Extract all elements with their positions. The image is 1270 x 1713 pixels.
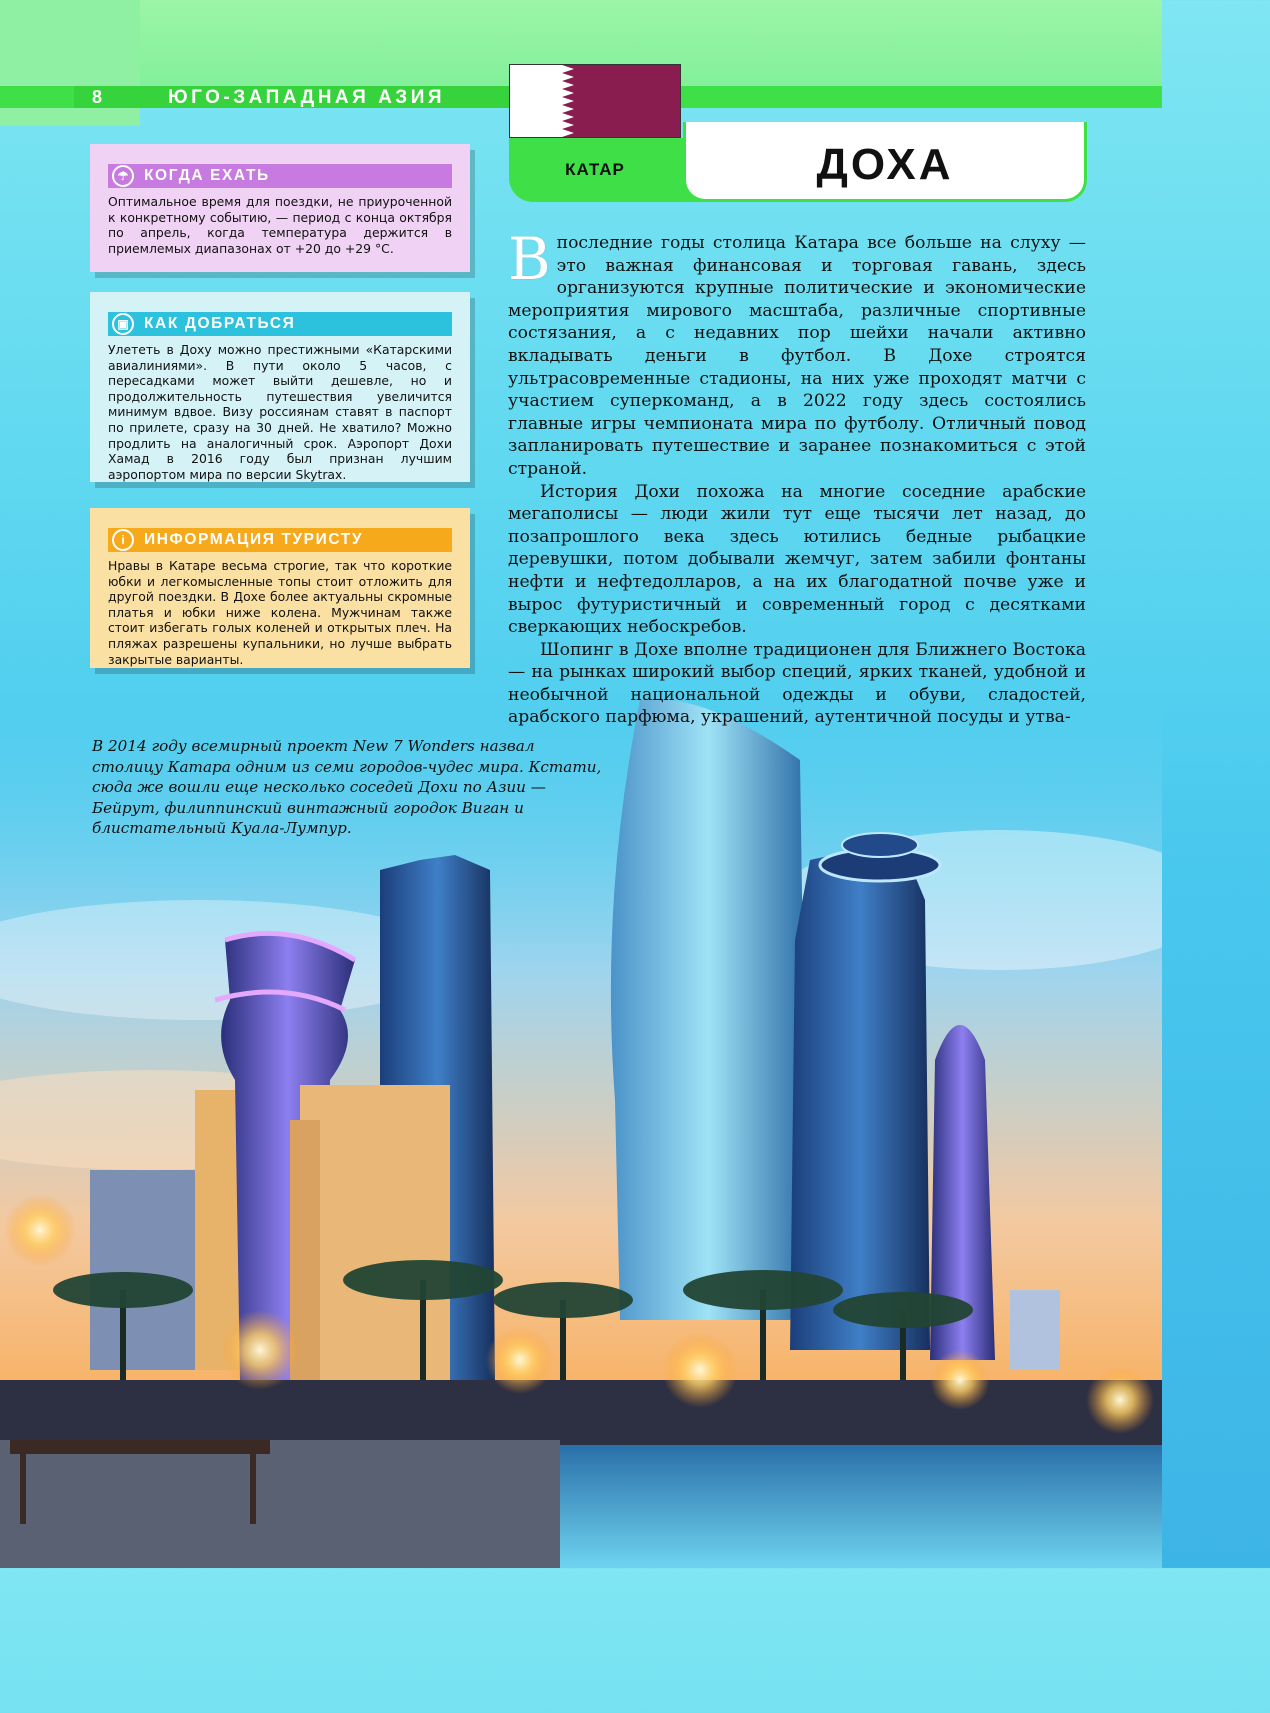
article-paragraph: История Дохи похожа на многие соседние арабские мегаполисы — люди жили тут еще тысячи лет назад, до позапрошлого века здесь ютились бедные рыбацкие деревушки, потом добывали жемчуг, затем забили фонтаны нефти и нефтедолларов, а на их благодатной почве уже и вырос футуристичный и современный город с десятками сверкающих небоскребов. <box>508 481 1086 638</box>
info-box-text: Оптимальное время для поездки, не приуроченной к конкретному событию, — период с конца октября по апрель, когда температура держится в приемлемых диапазонах от +20 до +29 °С. <box>108 194 452 256</box>
section-title: ЮГО-ЗАПАДНАЯ АЗИЯ <box>168 87 446 108</box>
info-box-title: КАК ДОБРАТЬСЯ <box>144 315 296 332</box>
info-box-header <box>108 164 452 188</box>
article-paragraph <box>508 225 1086 481</box>
city-title: ДОХА <box>816 140 954 189</box>
info-box-title: ИНФОРМАЦИЯ ТУРИСТУ <box>144 531 364 548</box>
article-body <box>508 225 1086 729</box>
info-box-when-to-go <box>90 144 470 272</box>
info-box-how-to-get <box>90 292 470 482</box>
country-name: КАТАР <box>565 160 625 179</box>
drop-cap: В <box>508 225 551 293</box>
info-box-text: Нравы в Катаре весьма строгие, так что короткие юбки и легкомысленные топы стоит отложить для другой поездки. В Дохе более актуальны скромные платья и юбки ниже колена. Мужчинам также стоит избегать голых коленей и открытых плеч. На пляжах разрешены купальники, но лучше выбрать закрытые варианты. <box>108 558 452 667</box>
qatar-flag-icon <box>509 64 681 138</box>
info-box-title: КОГДА ЕХАТЬ <box>144 167 270 184</box>
info-box-tourist-info <box>90 508 470 668</box>
article-paragraph-text: последние годы столица Катара все больше на слуху — это важная финансовая и торговая гавань, здесь организуются крупные политические и экономические мероприятия мирового масштаба, различные спортивные состязания, а с недавних пор шейхи начали активно вкладывать деньги в футбол. В Дохе строятся ультрасовременные стадионы, на них уже проходят матчи с участием суперкоманд, а в 2022 году здесь состоялись главные игры чемпионата мира по футболу. Отличный повод запланировать путешествие и заранее познакомиться с этой страной. <box>508 233 1086 479</box>
info-box-header <box>108 528 452 552</box>
umbrella-icon: ☂ <box>112 165 134 187</box>
info-bulb-icon: i <box>112 529 134 551</box>
info-box-header <box>108 312 452 336</box>
article-paragraph: Шопинг в Дохе вполне традиционен для Ближнего Востока — на рынках широкий выбор специй, ярких тканей, удобной и необычной национальной одежды и обуви, сладостей, арабского парфюма, украшений, аутентичной посуды и утва- <box>508 639 1086 728</box>
page-number: 8 <box>92 87 103 107</box>
bus-icon: ▣ <box>112 313 134 335</box>
photo-caption: В 2014 году всемирный проект New 7 Wonders назвал столицу Катара одним из семи городов-чудес мира. Кстати, сюда же вошли еще несколько соседей Дохи по Азии — Бейрут, филиппинский винтажный городок Виган и блистательный Куала-Лумпур. <box>92 737 602 838</box>
info-box-text: Улететь в Доху можно престижными «Катарскими авиалиниями». В пути около 5 часов, с пересадками может выйти дешевле, но и продолжительность путешествия увеличится минимум вдвое. Визу россиянам ставят в паспорт по прилете, сразу на 30 дней. Не хватило? Можно продлить на аналогичный срок. Аэропорт Дохи Хамад в 2016 году был признан лучшим аэропортом мира по версии Skytrax. <box>108 342 452 482</box>
